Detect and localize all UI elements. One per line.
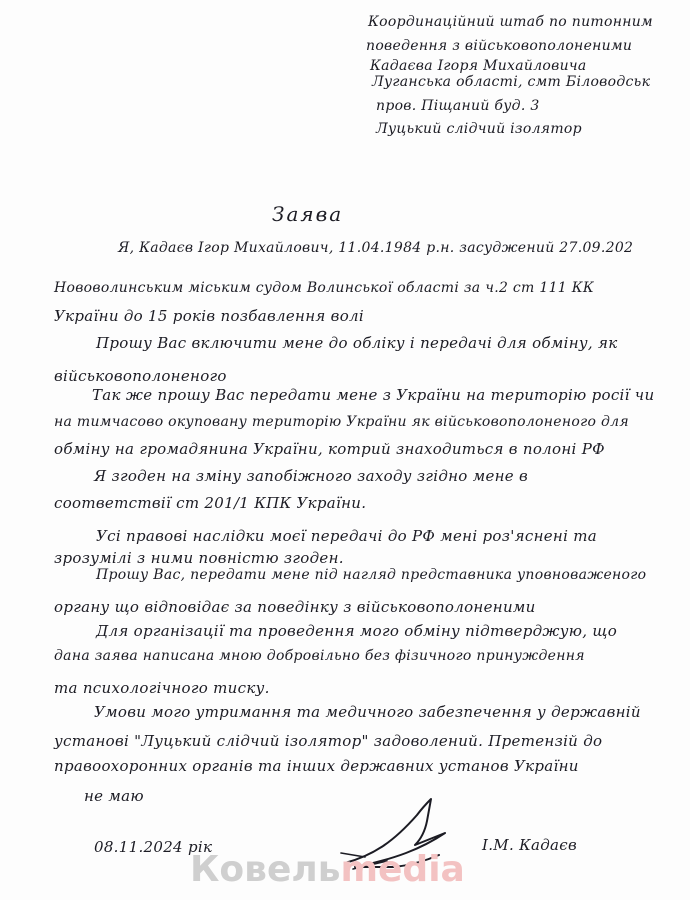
body-line-7: на тимчасово окуповану територію України як військовополоненого для	[54, 414, 629, 430]
document-date: 08.11.2024 рік	[94, 838, 213, 856]
body-line-14: органу що відповідає за поведінку з військовополоненими	[54, 598, 536, 616]
body-line-15: Для організації та проведення мого обміну підтверджую, що	[96, 622, 618, 640]
body-line-11: Усі правові наслідки моєї передачі до РФ мені роз'яснені та	[96, 527, 598, 545]
kovel-media-watermark	[190, 846, 500, 894]
body-line-3: України до 15 років позбавлення волі	[54, 307, 364, 325]
body-line-20: правоохоронних органів та інших державних установ України	[54, 757, 579, 775]
body-line-4: Прошу Вас включити мене до обліку і передачі для обміну, як	[96, 334, 618, 352]
body-line-21: не маю	[84, 787, 144, 805]
addressee-line-3: Кадаєва Ігоря Михайловича	[370, 58, 587, 74]
addressee-line-1: Координаційний штаб по питонним	[368, 14, 653, 30]
body-line-8: обміну на громадянина України, котрий знаходиться в полоні РФ	[54, 440, 605, 458]
body-line-12: зрозумілі з ними повністю згоден.	[54, 549, 344, 567]
body-line-18: Умови мого утримання та медичного забезпечення у державній	[94, 703, 641, 721]
body-line-16: дана заява написана мною добровільно без фізичного принуждення	[54, 648, 585, 664]
body-line-19: установі "Луцький слідчий ізолятор" задоволений. Претензій до	[54, 732, 603, 750]
body-line-6: Так же прошу Вас передати мене з України на територію росії чи	[92, 386, 655, 404]
addressee-line-6: Луцький слідчий ізолятор	[376, 121, 582, 137]
addressee-line-2: поведення з військовополоненими	[366, 38, 633, 54]
body-line-5: військовополоненого	[54, 367, 227, 385]
addressee-line-4: Луганська області, смт Біловодськ	[372, 74, 651, 90]
body-line-13: Прошу Вас, передати мене під нагляд представника уповноваженого	[96, 567, 647, 583]
addressee-line-5: пров. Піщаний буд. 3	[376, 98, 540, 114]
watermark-part-1: Ковель	[190, 849, 341, 890]
document-title: Заява	[272, 202, 344, 226]
signature-name: І.М. Кадаєв	[482, 836, 578, 854]
watermark-part-2: media	[340, 849, 465, 890]
body-line-1: Я, Кадаєв Ігор Михайлович, 11.04.1984 р.н. засуджений 27.09.202	[118, 240, 634, 256]
body-line-9: Я згоден на зміну запобіжного заходу згідно мене в	[94, 467, 529, 485]
body-line-2: Нововолинським міським судом Волинської області за ч.2 ст 111 КК	[54, 280, 595, 296]
body-line-17: та психологічного тиску.	[54, 679, 270, 697]
body-line-10: соответствії ст 201/1 КПК України.	[54, 494, 367, 512]
